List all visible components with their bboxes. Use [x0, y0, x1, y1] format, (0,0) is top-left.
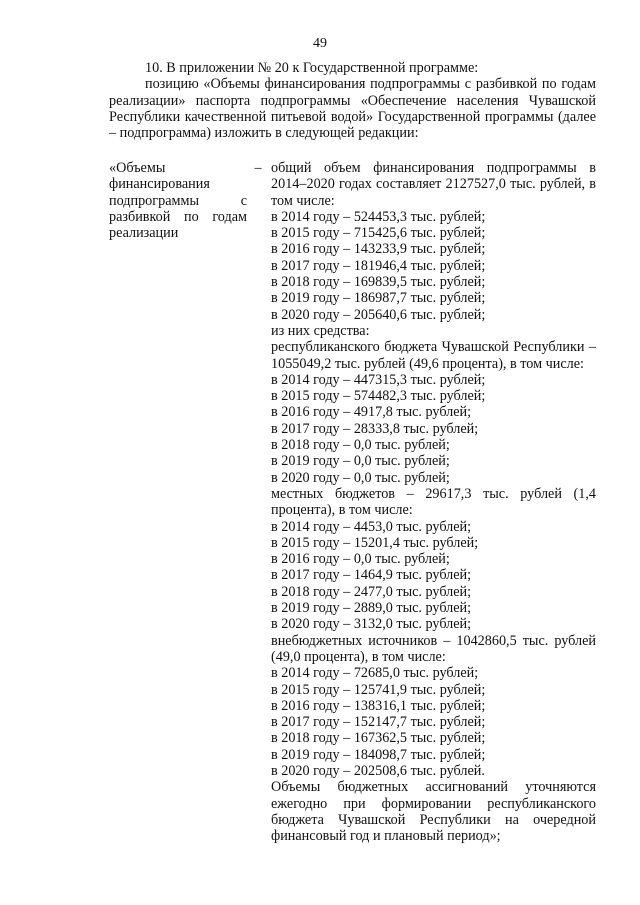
- year-line: в 2018 году – 0,0 тыс. рублей;: [271, 437, 450, 454]
- intro-heading: 10. В приложении № 20 к Государственной программе:: [145, 60, 479, 76]
- local-summary: местных бюджетов – 29617,3 тыс. рублей (1,4 процента), в том числе:: [271, 485, 596, 519]
- year-line: в 2019 году – 2889,0 тыс. рублей;: [271, 600, 472, 617]
- year-line: в 2018 году – 2477,0 тыс. рублей;: [271, 583, 472, 600]
- year-line: в 2016 году – 138316,1 тыс. рублей;: [271, 697, 486, 714]
- year-line: в 2017 году – 1464,9 тыс. рублей;: [271, 567, 472, 584]
- closing-paragraph: Объемы бюджетных ассигнований уточняются ежегодно при формировании республиканского бюджета Чувашской Республики на очередной финансовый год и плановый период»;: [271, 779, 596, 845]
- year-line: в 2018 году – 167362,5 тыс. рублей;: [271, 730, 486, 747]
- year-line: в 2017 году – 181946,4 тыс. рублей;: [271, 257, 486, 274]
- extra-summary: внебюджетных источников – 1042860,5 тыс. рублей (49,0 процента), в том числе:: [271, 632, 596, 665]
- left-label: «Объемы финансирования подпрограммы с разбивкой по годам реализации: [109, 160, 247, 242]
- year-line: в 2016 году – 4917,8 тыс. рублей;: [271, 404, 472, 421]
- year-line: в 2019 году – 0,0 тыс. рублей;: [271, 453, 450, 470]
- year-line: в 2016 году – 143233,9 тыс. рублей;: [271, 241, 486, 258]
- right-column: [271, 160, 596, 844]
- year-line: в 2015 году – 125741,9 тыс. рублей;: [271, 681, 486, 698]
- from-them-label: из них средства:: [271, 322, 370, 339]
- year-line: в 2014 году – 72685,0 тыс. рублей;: [271, 665, 479, 682]
- extra-years-list: [271, 665, 596, 779]
- page-number: 49: [313, 36, 327, 51]
- year-line: в 2018 году – 169839,5 тыс. рублей;: [271, 274, 486, 291]
- year-line: в 2015 году – 715425,6 тыс. рублей;: [271, 225, 486, 242]
- year-line: в 2019 году – 186987,7 тыс. рублей;: [271, 290, 486, 307]
- year-line: в 2015 году – 15201,4 тыс. рублей;: [271, 534, 479, 551]
- year-line: в 2014 году – 447315,3 тыс. рублей;: [271, 371, 486, 388]
- local-years-list: [271, 519, 596, 633]
- year-line: в 2017 году – 152147,7 тыс. рублей;: [271, 714, 486, 731]
- year-line: в 2020 году – 3132,0 тыс. рублей;: [271, 616, 472, 633]
- year-line: в 2019 году – 184098,7 тыс. рублей;: [271, 746, 486, 763]
- year-line: в 2020 году – 0,0 тыс. рублей;: [271, 469, 450, 486]
- year-line: в 2014 году – 524453,3 тыс. рублей;: [271, 208, 486, 225]
- year-line: в 2020 году – 205640,6 тыс. рублей;: [271, 306, 486, 323]
- intro-paragraph: позицию «Объемы финансирования подпрограммы с разбивкой по годам реализации» паспорта подпрограммы «Обеспечение населения Чувашской Республики качественной питьевой водой» Государственной программы (далее – подпрограмма) изложить в следующей редакции:: [109, 76, 596, 142]
- dash-separator: –: [254, 160, 262, 176]
- republic-years-list: [271, 372, 596, 486]
- total-summary: общий объем финансирования подпрограммы в 2014–2020 годах составляет 2127527,0 тыс. рублей, в том числе:: [271, 160, 596, 209]
- year-line: в 2014 году – 4453,0 тыс. рублей;: [271, 518, 472, 535]
- total-years-list: [271, 209, 596, 323]
- republic-summary: республиканского бюджета Чувашской Республики – 1055049,2 тыс. рублей (49,6 процента), в том числе:: [271, 339, 596, 372]
- intro-block: [109, 60, 596, 141]
- year-line: в 2016 году – 0,0 тыс. рублей;: [271, 551, 450, 568]
- year-line: в 2020 году – 202508,6 тыс. рублей.: [271, 762, 485, 779]
- year-line: в 2015 году – 574482,3 тыс. рублей;: [271, 388, 486, 405]
- year-line: в 2017 году – 28333,8 тыс. рублей;: [271, 420, 479, 437]
